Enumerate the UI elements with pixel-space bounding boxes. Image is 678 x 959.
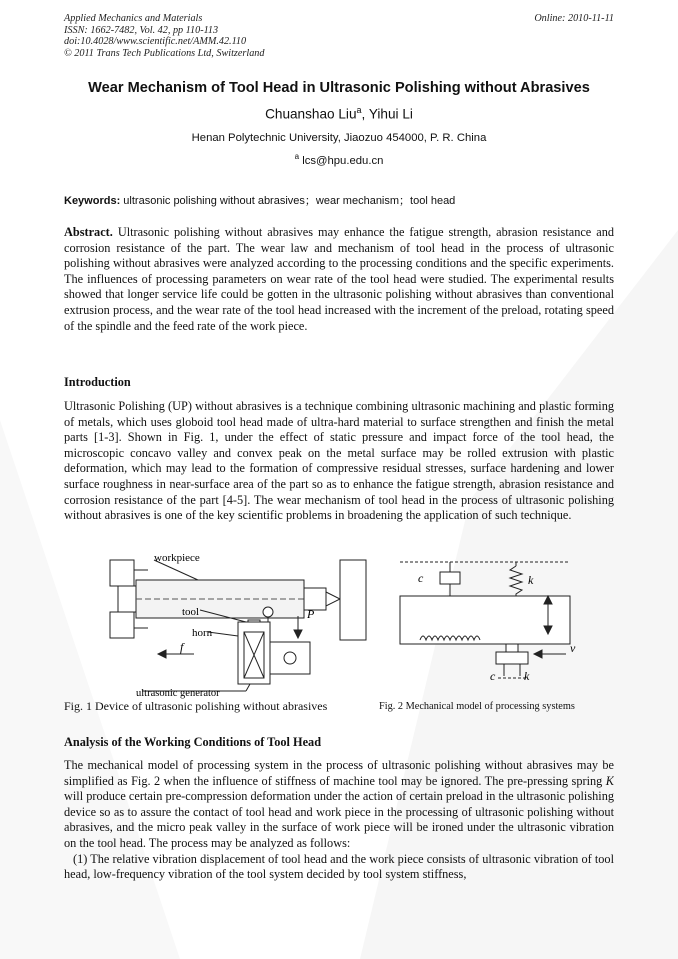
copyright-line: © 2011 Trans Tech Publications Ltd, Switzerland [64, 47, 265, 59]
keywords [64, 192, 455, 208]
keywords-text: ultrasonic polishing without abrasives；wear mechanism；tool head [120, 195, 456, 207]
author-separator: , [361, 106, 369, 122]
analysis-heading: Analysis of the Working Conditions of Tool Head [64, 735, 322, 749]
email-address: lcs@hpu.edu.cn [302, 154, 384, 167]
doi-line: doi:10.4028/www.scientific.net/AMM.42.110 [64, 36, 247, 47]
journal-header [64, 13, 264, 59]
analysis-p1-part-b: will produce certain pre-compression deformation under the action of certain preload in the ultrasonic polishing device so as to assure the contact of tool head and work piece in the processing of ultrasonic polishing without abrasives, and the micro peak valley in the surface of work piece will be ironed under the ultrasonic vibration on the tool head. The process may be analyzed as follows: [64, 789, 614, 850]
author-line [0, 105, 678, 122]
abstract-label: Abstract. [64, 225, 113, 239]
issn-line: ISSN: 1662-7482, Vol. 42, pp 110-113 [64, 24, 219, 36]
journal-name: Applied Mechanics and Materials [64, 13, 203, 24]
label-damper-c-bottom: c [490, 669, 496, 683]
figure-1-device-diagram [108, 550, 376, 700]
keywords-label: Keywords: [64, 195, 121, 207]
analysis-text [64, 758, 614, 958]
paper-title: Wear Mechanism of Tool Head in Ultrasonic Polishing without Abrasives [88, 80, 590, 96]
label-damper-c-top: c [418, 571, 424, 585]
analysis-p2-text: (1) The relative vibration displacement of tool head and the work piece consists of ultrasonic vibration of tool head, low-frequency vibration of the tool system decided by tool system stiffness, [64, 851, 614, 882]
affiliation: Henan Polytechnic University, Jiaozuo 454000, P. R. China [191, 132, 487, 144]
analysis-p1-spring-symbol: K [605, 773, 614, 788]
label-spring-k-bottom: k [524, 669, 530, 683]
author-1: Chuanshao Liu [265, 106, 357, 122]
email-mark: a [294, 152, 300, 161]
label-preload-p: P [307, 607, 315, 621]
email-line [0, 152, 678, 167]
introduction-text: Ultrasonic Polishing (UP) without abrasives is a technique combining ultrasonic machining and plastic forming of metals, which uses globoid tool head made of ultra-hard material to surface strengthen and finish the metal parts [1-3]. Shown in Fig. 1, under the effect of static pressure and impact force of the tool head, the microscopic concavo valley and convex peak on the metal surface may be rolled extrusion with plastic deformation, which may lead to the formation of compressive residual stresses, surface hardening and lower surface roughness in near-surface area of the part so as to enhance the fatigue strength, abrasion resistance and corrosion resistance of the part [4-5]. The wear mechanism of tool head in the process of ultrasonic polishing without abrasives is one of the key scientific problems in broadening the application of such technique. [64, 399, 614, 523]
label-velocity-v: v [570, 641, 576, 655]
figure-2-mechanical-model [398, 560, 588, 690]
online-date: Online: 2010-11-11 [534, 13, 614, 24]
introduction-heading: Introduction [64, 375, 131, 389]
abstract-text: Ultrasonic polishing without abrasives may enhance the fatigue strength, abrasion resistance and corrosion resistance of the part. The wear law and mechanism of tool head in the process of ultrasonic polishing without abrasives were analyzed according to the processing conditions and the specific experiments. The influences of processing parameters on wear rate of the tool head were studied. The experimental results showed that longer service life could be gotten in the ultrasonic polishing without abrasives than conventional extrusion process, and the wear rate of the tool head increased with the increment of the preload, rotating speed of the spindle and the feed rate of the work piece. [64, 225, 614, 333]
label-ultrasonic-generator: ultrasonic generator [136, 688, 220, 699]
label-feed-f: f [180, 640, 184, 654]
label-horn: horn [192, 627, 213, 639]
figure-2-caption: Fig. 2 Mechanical model of processing systems [379, 701, 575, 712]
author-1-affiliation-mark: a [356, 105, 362, 115]
label-tool: tool [182, 606, 200, 618]
author-2: Yihui Li [368, 106, 413, 122]
label-spring-k-top: k [528, 573, 534, 587]
abstract [64, 225, 614, 334]
label-workpiece: workpiece [154, 552, 200, 564]
analysis-paragraph-2 [64, 852, 614, 883]
analysis-p1-part-a: The mechanical model of processing system in the process of ultrasonic polishing without abrasives may be simplified as Fig. 2 when the influence of stiffness of machine tool may be ignored. The pre-pressing spring [64, 758, 614, 788]
figure-1-caption: Fig. 1 Device of ultrasonic polishing without abrasives [64, 699, 328, 713]
analysis-paragraph-1 [64, 758, 614, 852]
